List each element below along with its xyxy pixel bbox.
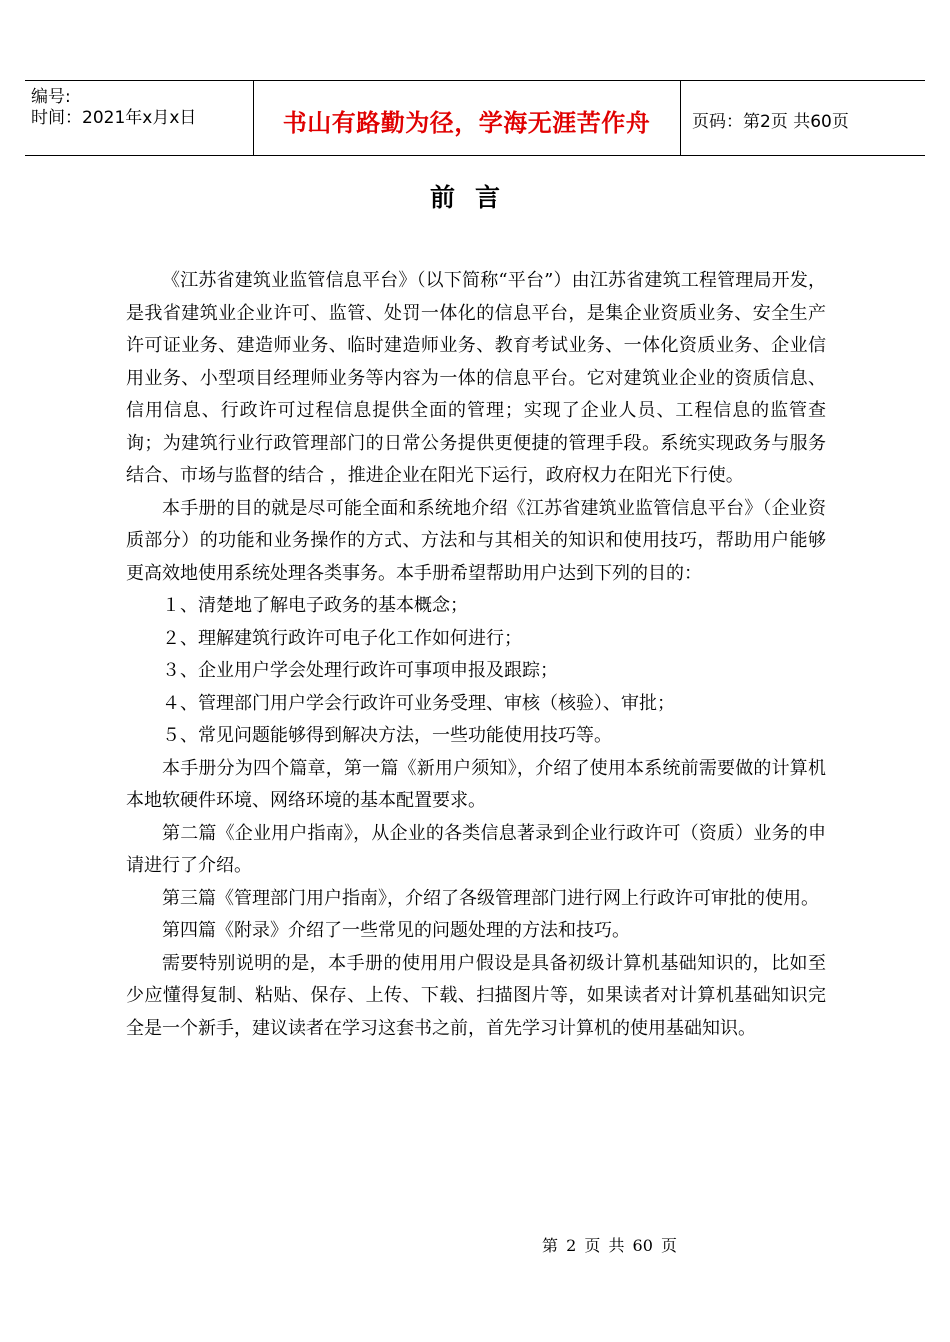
paragraph: 第三篇《管理部门用户指南》，介绍了各级管理部门进行网上行政许可审批的使用。 (162, 887, 819, 909)
document-time-label: 时间：2021年x月x日 (31, 108, 197, 128)
list-item: ４、管理部门用户学会行政许可业务受理、审核（核验）、审批； (162, 692, 675, 714)
header-motto-cell (253, 81, 681, 155)
paragraph: 需要特别说明的是，本手册的使用用户假设是具备初级计算机基础知识的，比如至少应懂得复制、粘贴、保存、上传、下载、扫描图片等，如果读者对计算机基础知识完全是一个新手，建议读者在学习这套书之前，首先学习计算机的使用基础知识。 (126, 952, 826, 1039)
paragraph: 第二篇《企业用户指南》，从企业的各类信息著录到企业行政许可（资质）业务的申请进行了介绍。 (126, 822, 826, 876)
list-item: ３、企业用户学会处理行政许可事项申报及跟踪； (162, 660, 558, 681)
header-left-cell (25, 81, 254, 155)
header-page-indicator: 页码：第2页 共60页 (692, 112, 849, 132)
list-item: ２、理解建筑行政许可电子化工作如何进行； (162, 627, 522, 649)
document-body (126, 265, 826, 1045)
paragraph: 本手册的目的就是尽可能全面和系统地介绍《江苏省建筑业监管信息平台》（企业资质部分）的功能和业务操作的方式、方法和与其相关的知识和使用技巧，帮助用户能够更高效地使用系统处理各类事务。本手册希望帮助用户达到下列的目的： (126, 497, 826, 584)
header-right-cell (680, 81, 925, 155)
paragraph: 《江苏省建筑业监管信息平台》（以下简称“平台”）由江苏省建筑工程管理局开发，是我省建筑业企业许可、监管、处罚一体化的信息平台，是集企业资质业务、安全生产许可证业务、建造师业务、临时建造师业务、教育考试业务、一体化资质业务、企业信用业务、小型项目经理师业务等内容为一体的信息平台。它对建筑业企业的资质信息、信用信息、行政许可过程信息提供全面的管理；实现了企业人员、工程信息的监管查询；为建筑行业行政管理部门的日常公务提供更便捷的管理手段。系统实现政务与服务结合、市场与监督的结合 ，推进企业在阳光下运行，政府权力在阳光下行使。 (126, 270, 826, 486)
header-motto: 书山有路勤为径，学海无涯苦作舟 (282, 109, 651, 137)
list-item: ５、常见问题能够得到解决方法，一些功能使用技巧等。 (162, 725, 612, 746)
list-item: １、清楚地了解电子政务的基本概念； (162, 595, 468, 616)
page-title: 前言 (429, 183, 520, 212)
page-header (25, 80, 925, 156)
document-number-label: 编号: (31, 87, 71, 107)
paragraph: 本手册分为四个篇章，第一篇《新用户须知》，介绍了使用本系统前需要做的计算机本地软硬件环境、网络环境的基本配置要求。 (126, 757, 826, 811)
page-footer: 第 2 页 共 60 页 (542, 1236, 677, 1255)
paragraph: 第四篇《附录》介绍了一些常见的问题处理的方法和技巧。 (162, 920, 630, 941)
